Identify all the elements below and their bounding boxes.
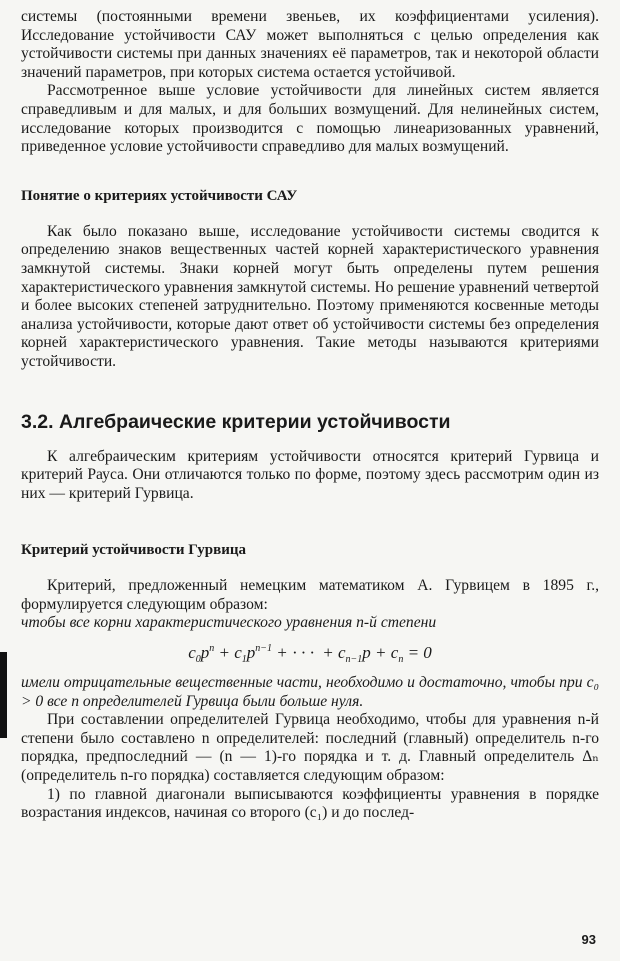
- paragraph-stability-intro: системы (постоянными времени звеньев, их коэффициентами усиления). Исследование устойчивости САУ может выполняться с целью определения как устойчивости системы при данных значениях её параметров, так и некоторой области значений параметров, при которых система остается устойчивой.: [21, 8, 599, 81]
- paragraph-linear-systems: Рассмотренное выше условие устойчивости для линейных систем является справедливым и для малых, и для больших возмущений. Для нелинейных систем, исследование которых производится с помощью линеаризованных уравнений, приведенное условие устойчивости справедливо для малых возмущений.: [21, 82, 599, 156]
- page-number: 93: [581, 932, 596, 947]
- section-title-algebraic-criteria: 3.2. Алгебраические критерии устойчивости: [21, 410, 451, 433]
- page-body: [21, 8, 599, 823]
- characteristic-equation: $c_0p^n + c_1p^{n-1}$ + ··· + $c_{n-1}p + c_n = 0$: [188, 643, 432, 666]
- paragraph-criteria-concept: Как было показано выше, исследование устойчивости системы сводится к определению знаков вещественных частей корней характеристического уравнения замкнутой системы. Знаки корней могут быть определены путем решения характеристического уравнения замкнутой системы. Но решение уравнений четвертой и более высоких степеней затруднительно. Поэтому применяются косвенные методы анализа устойчивости, которые дают ответ об устойчивости системы без определения корней характеристического уравнения. Такие методы называются критериями устойчивости.: [21, 222, 599, 370]
- paragraph-hurwitz-determinants: При составлении определителей Гурвица необходимо, чтобы для уравнения n-й степени было составлено n определителей: последний (главный) определитель n-го порядка, предпоследний — (n — 1)-го порядка и т. д. Главный определитель Δₙ (определитель n-го порядка) составляется следующим образом:: [21, 711, 599, 785]
- hurwitz-statement-end: имели отрицательные вещественные части, необходимо и достаточно, чтобы при c₀ > 0 все n определителей Гурвица были больше нуля.: [21, 674, 599, 710]
- paragraph-algebraic-criteria: К алгебраическим критериям устойчивости относятся критерий Гурвица и критерий Рауса. Они отличаются только по форме, поэтому здесь рассмотрим один из них — критерий Гурвица.: [21, 447, 599, 502]
- hurwitz-statement-start: чтобы все корни характеристического уравнения n-й степени: [21, 614, 437, 632]
- heading-hurwitz-criterion: Критерий устойчивости Гурвица: [21, 542, 246, 559]
- heading-stability-criteria-concept: Понятие о критериях устойчивости САУ: [21, 187, 298, 204]
- binding-shadow: [0, 652, 7, 738]
- paragraph-hurwitz-intro: Критерий, предложенный немецким математиком А. Гурвицем в 1895 г., формулируется следующим образом:: [21, 577, 599, 613]
- paragraph-diagonal-rule: 1) по главной диагонали выписываются коэффициенты уравнения в порядке возрастания индексов, начиная со второго (c₁) и до послед-: [21, 785, 599, 822]
